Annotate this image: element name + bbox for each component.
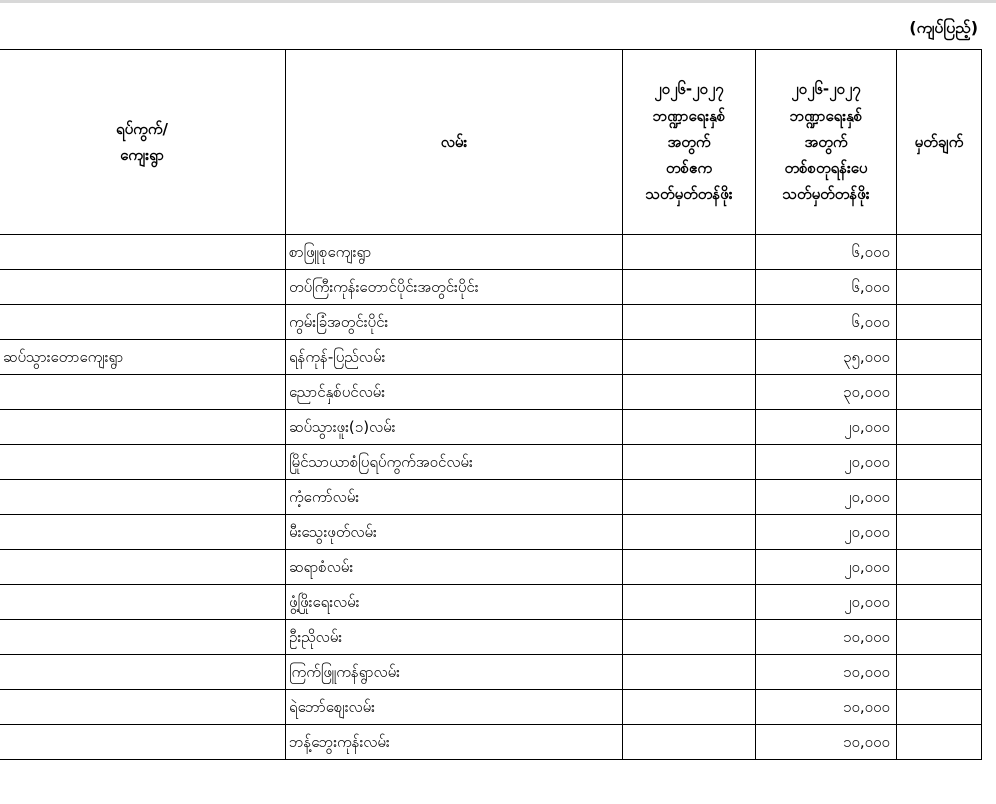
- remark-cell: [897, 655, 982, 690]
- prev-value-cell: [623, 655, 756, 690]
- prev-value-cell: [623, 620, 756, 655]
- location-cell: [0, 480, 286, 515]
- value-cell: ၁၀,၀၀၀: [756, 725, 897, 760]
- header-location-line: ကျေးရွာ: [120, 146, 164, 164]
- location-cell: [0, 410, 286, 445]
- remark-cell: [897, 725, 982, 760]
- location-cell: [0, 620, 286, 655]
- header-new-value-line: ဘဏ္ဍာရေးနှစ်: [789, 106, 863, 125]
- remark-cell: [897, 690, 982, 725]
- value-cell: ၁၀,၀၀၀: [756, 690, 897, 725]
- location-cell: [0, 375, 286, 410]
- location-cell: ဆပ်သွားတောကျေးရွာ: [0, 340, 286, 375]
- value-cell: ၃၀,၀၀၀: [756, 375, 897, 410]
- location-cell: [0, 585, 286, 620]
- remark-cell: [897, 550, 982, 585]
- value-cell: ၁၀,၀၀၀: [756, 620, 897, 655]
- value-cell: ၃၅,၀၀၀: [756, 340, 897, 375]
- table-row: [0, 480, 982, 515]
- location-cell: [0, 690, 286, 725]
- table-row: [0, 305, 982, 340]
- value-cell: ၂၀,၀၀၀: [756, 585, 897, 620]
- road-cell: ဖွံ့ဖြိုးရေးလမ်း: [286, 585, 623, 620]
- location-cell: [0, 270, 286, 305]
- location-cell: [0, 655, 286, 690]
- prev-value-cell: [623, 305, 756, 340]
- header-new-value-line: အတွက်: [804, 132, 848, 151]
- remark-cell: [897, 585, 982, 620]
- location-cell: [0, 445, 286, 480]
- prev-value-cell: [623, 375, 756, 410]
- prev-value-cell: [623, 270, 756, 305]
- header-remarks: မှတ်ချက်: [897, 50, 982, 235]
- road-cell: ကံ့ကော်လမ်း: [286, 480, 623, 515]
- value-cell: ၂၀,၀၀၀: [756, 550, 897, 585]
- table-row: [0, 340, 982, 375]
- header-prev-value-line: တစ်ဧက: [665, 159, 713, 178]
- remark-cell: [897, 480, 982, 515]
- prev-value-cell: [623, 235, 756, 270]
- value-cell: ၆,၀၀၀: [756, 305, 897, 340]
- location-cell: [0, 305, 286, 340]
- table-header-row: [0, 50, 982, 235]
- header-prev-value-line: ၂၀၂၆-၂၀၂၇: [654, 80, 724, 99]
- value-cell: ၂၀,၀၀၀: [756, 515, 897, 550]
- value-cell: ၁၀,၀၀၀: [756, 655, 897, 690]
- unit-label: (ကျပ်ပြည့်): [909, 18, 978, 37]
- road-cell: ဆပ်သွားဖူး(၁)လမ်း: [286, 410, 623, 445]
- header-new-value-line: ၂၀၂၆-၂၀၂၇: [791, 80, 861, 99]
- table-row: [0, 270, 982, 305]
- prev-value-cell: [623, 480, 756, 515]
- header-new-value: [756, 50, 897, 235]
- road-cell: ရန်ကုန်-ပြည်လမ်း: [286, 340, 623, 375]
- table-row: [0, 690, 982, 725]
- remark-cell: [897, 235, 982, 270]
- top-divider: [0, 0, 996, 3]
- prev-value-cell: [623, 340, 756, 375]
- table-row: [0, 445, 982, 480]
- remark-cell: [897, 410, 982, 445]
- road-cell: မီးသွေးဖုတ်လမ်း: [286, 515, 623, 550]
- location-cell: [0, 515, 286, 550]
- table-row: [0, 585, 982, 620]
- table-row: [0, 725, 982, 760]
- header-location: [0, 50, 286, 235]
- remark-cell: [897, 305, 982, 340]
- location-cell: [0, 235, 286, 270]
- table-row: [0, 410, 982, 445]
- value-cell: ၂၀,၀၀၀: [756, 445, 897, 480]
- remark-cell: [897, 515, 982, 550]
- location-cell: [0, 550, 286, 585]
- table-row: [0, 655, 982, 690]
- table-row: [0, 515, 982, 550]
- road-cell: စာဖြူစုကျေးရွာ: [286, 235, 623, 270]
- road-cell: မြိုင်သာယာစံပြရပ်ကွက်အဝင်လမ်း: [286, 445, 623, 480]
- value-cell: ၂၀,၀၀၀: [756, 410, 897, 445]
- remark-cell: [897, 445, 982, 480]
- table-row: [0, 375, 982, 410]
- value-cell: ၆,၀၀၀: [756, 235, 897, 270]
- road-cell: ညောင်နှစ်ပင်လမ်း: [286, 375, 623, 410]
- remark-cell: [897, 340, 982, 375]
- table-row: [0, 235, 982, 270]
- road-cell: တပ်ကြီးကုန်းတောင်ပိုင်းအတွင်းပိုင်း: [286, 270, 623, 305]
- value-cell: ၂၀,၀၀၀: [756, 480, 897, 515]
- road-cell: ဦးညိုလမ်း: [286, 620, 623, 655]
- prev-value-cell: [623, 515, 756, 550]
- value-cell: ၆,၀၀၀: [756, 270, 897, 305]
- location-cell: [0, 725, 286, 760]
- prev-value-cell: [623, 410, 756, 445]
- road-cell: ကြက်ဖြူကန်ရွာလမ်း: [286, 655, 623, 690]
- header-prev-value-line: ဘဏ္ဍာရေးနှစ်: [652, 106, 726, 125]
- table-row: [0, 620, 982, 655]
- table-row: [0, 550, 982, 585]
- header-prev-value-line: သတ်မှတ်တန်ဖိုး: [645, 185, 733, 204]
- remark-cell: [897, 270, 982, 305]
- road-cell: ဘန့်ဘွေးကုန်းလမ်း: [286, 725, 623, 760]
- prev-value-cell: [623, 550, 756, 585]
- road-cell: ဆရာစံလမ်း: [286, 550, 623, 585]
- header-new-value-line: သတ်မှတ်တန်ဖိုး: [782, 185, 870, 204]
- prev-value-cell: [623, 690, 756, 725]
- prev-value-cell: [623, 725, 756, 760]
- road-cell: ကွမ်းခြံအတွင်းပိုင်း: [286, 305, 623, 340]
- prev-value-cell: [623, 445, 756, 480]
- header-prev-value-line: အတွက်: [667, 132, 711, 151]
- remark-cell: [897, 620, 982, 655]
- road-cell: ရဲဘော်စျေးလမ်း: [286, 690, 623, 725]
- remark-cell: [897, 375, 982, 410]
- header-road: လမ်း: [286, 50, 623, 235]
- prev-value-cell: [623, 585, 756, 620]
- header-prev-value: [623, 50, 756, 235]
- land-value-table: [0, 49, 982, 760]
- table-body: [0, 235, 982, 760]
- header-location-line: ရပ်ကွက်/: [115, 119, 168, 138]
- header-new-value-line: တစ်စတုရန်းပေ: [784, 159, 868, 178]
